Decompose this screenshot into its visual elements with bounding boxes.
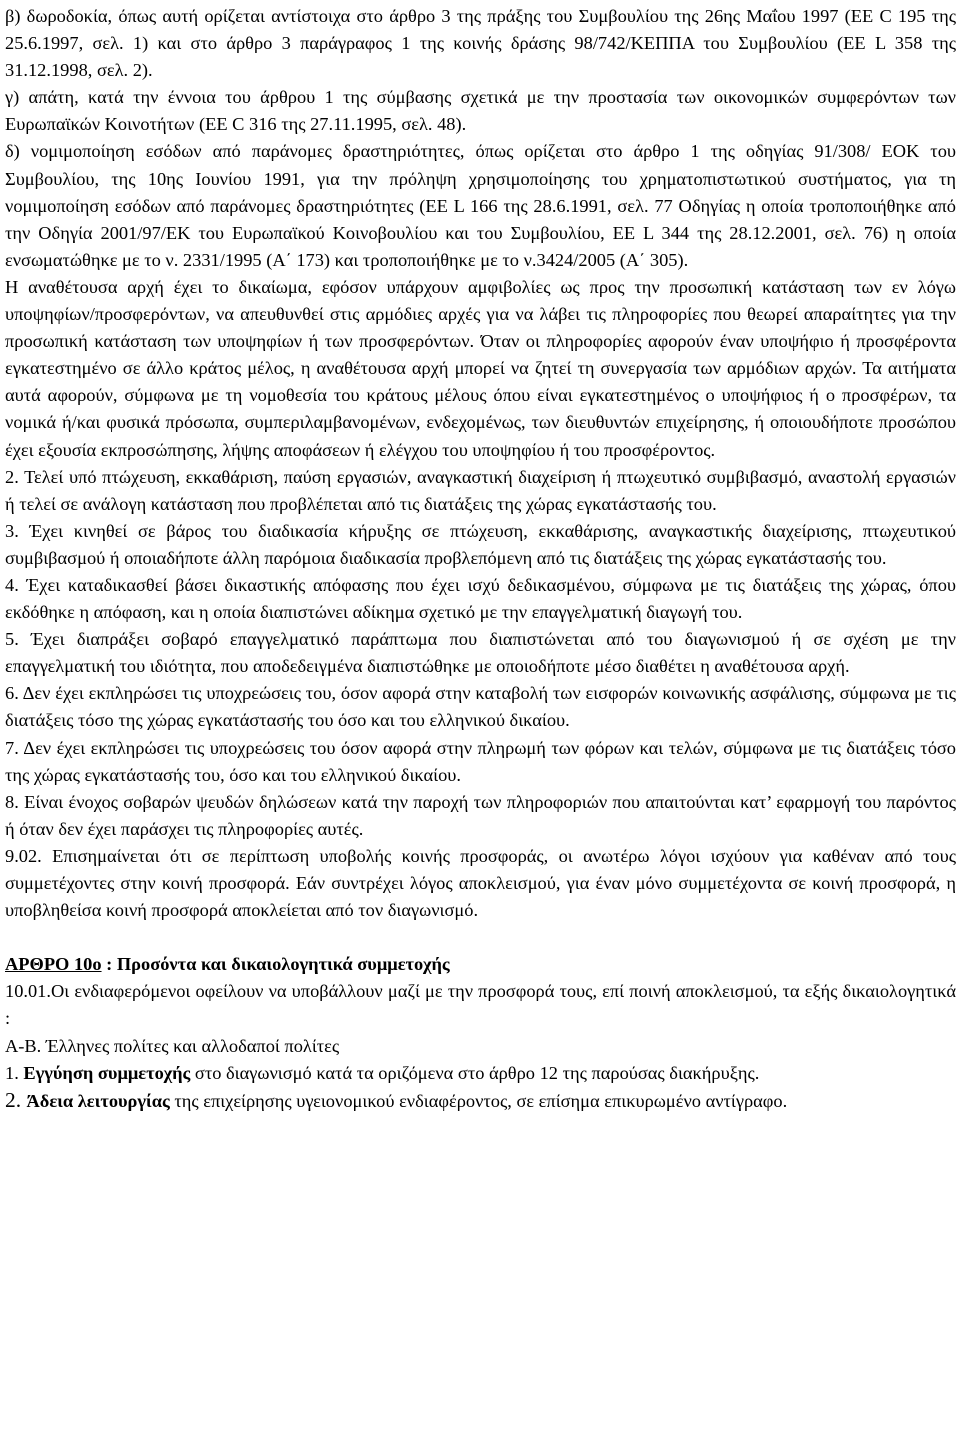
list-item-license (5, 1087, 956, 1115)
paragraph-contracting-authority: Η αναθέτουσα αρχή έχει το δικαίωμα, εφόσον υπάρχουν αμφιβολίες ως προς την προσωπική κατάσταση των εν λόγω υποψηφίων/προσφερόντων, να απευθυνθεί στις αρμόδιες αρχές για να λάβει τις πληροφορίες που θεωρεί απαραίτητες για την προσωπική κατάσταση των υποψηφίων ή των προσφερόντων. Όταν οι πληροφορίες αφορούν έναν υποψήφιο ή προσφέροντα εγκατεστημένο σε άλλο κράτος μέλος, η αναθέτουσα αρχή μπορεί να ζητεί τη συνεργασία των αρμόδιων αρχών. Τα αιτήματα αυτά αφορούν, σύμφωνα με τη νομοθεσία του κράτους μέλους όπου είναι εγκατεστημένος ο υποψήφιος ή ο προσφέρων, τα νομικά ή/και φυσικά πρόσωπα, συμπεριλαμβανομένων, ενδεχομένως, των διευθυντών επιχείρησης, ή οποιουδήποτε προσώπου έχει εξουσία εκπροσώπησης, λήψης αποφάσεων ή ελέγχου του υποψηφίου ή του προσφέροντος. (5, 276, 956, 460)
article-title: : Προσόντα και δικαιολογητικά συμμετοχής (101, 954, 450, 975)
list-item-bold-term: Άδεια λειτουργίας (26, 1090, 170, 1111)
paragraph-9-02: 9.02. Επισημαίνεται ότι σε περίπτωση υποβολής κοινής προσφοράς, οι ανωτέρω λόγοι ισχύουν για καθέναν από τους συμμετέχοντες στην κοινή προσφορά. Εάν συντρέχει λόγος αποκλεισμού, για έναν μόνο συμμετέχοντα σε κοινή προσφορά, η υποβληθείσα κοινή προσφορά αποκλείεται από τον διαγωνισμό. (5, 845, 956, 921)
paragraph-item-5: 5. Έχει διαπράξει σοβαρό επαγγελματικό παράπτωμα που διαπιστώνεται από του διαγωνισμού ή σε σχέση με την επαγγελματική του ιδιότητα, που αποδεδειγμένα διαπιστώθηκε με οποιοδήποτε μέσο διαθέτει η αναθέτουσα αρχή. (5, 629, 956, 677)
list-item-number: 2. (5, 1087, 27, 1112)
list-item-number: 1. (5, 1062, 24, 1083)
paragraph-item-7: 7. Δεν έχει εκπληρώσει τις υποχρεώσεις του όσον αφορά στην πληρωμή των φόρων και τελών, σύμφωνα με τις διατάξεις τόσο της χώρας εγκατάστασής του, όσο και του ελληνικού δικαίου. (5, 737, 956, 785)
list-item-bold-term: Εγγύηση συμμετοχής (23, 1062, 191, 1083)
paragraph-citizens: Α-Β. Έλληνες πολίτες και αλλοδαποί πολίτες (5, 1035, 340, 1056)
article-heading (5, 951, 956, 978)
paragraph-item-2: 2. Τελεί υπό πτώχευση, εκκαθάριση, παύση εργασιών, αναγκαστική διαχείριση ή πτωχευτικό συμβιβασμό, αναστολή εργασιών ή τελεί σε ανάλογη κατάσταση που προβλέπεται από τις διατάξεις της χώρας εγκατάστασής του. (5, 466, 956, 514)
list-item-text: στο διαγωνισμό κατά τα οριζόμενα στο άρθρο 12 της παρούσας διακήρυξης. (190, 1062, 760, 1083)
list-item-guarantee (5, 1060, 956, 1087)
article-number: ΑΡΘΡΟ 10ο (5, 954, 102, 975)
paragraph-item-8: 8. Είναι ένοχος σοβαρών ψευδών δηλώσεων κατά την παροχή των πληροφοριών που απαιτούνται κατ’ εφαρμογή του παρόντος ή όταν δεν έχει παράσχει τις πληροφορίες αυτές. (5, 791, 956, 839)
paragraph-money-laundering: δ) νομιμοποίηση εσόδων από παράνομες δραστηριότητες, όπως ορίζεται στο άρθρο 1 της οδηγίας 91/308/ ΕΟΚ του Συμβουλίου, της 10ης Ιουνίου 1991, για την πρόληψη χρησιμοποίησης του χρηματοπιστωτικού συστήματος, για τη νομιμοποίηση εσόδων από παράνομες δραστηριότητες (ΕΕ L 166 της 28.6.1991, σελ. 77 Οδηγίας η οποία τροποποιήθηκε από την Οδηγία 2001/97/ΕΚ του Ευρωπαϊκού Κοινοβουλίου και του Συμβουλίου, ΕΕ L 344 της 28.12.2001, σελ. 76) η οποία ενσωματώθηκε με το ν. 2331/1995 (Α΄ 173) και τροποποιήθηκε με το ν.3424/2005 (Α΄ 305). (5, 141, 956, 270)
paragraph-fraud: γ) απάτη, κατά την έννοια του άρθρου 1 της σύμβασης σχετικά με την προστασία των οικονομικών συμφερόντων των Ευρωπαϊκών Κοινοτήτων (ΕΕ C 316 της 27.11.1995, σελ. 48). (5, 87, 956, 135)
list-item-text: της επιχείρησης υγειονομικού ενδιαφέροντος, σε επίσημα επικυρωμένο αντίγραφο. (169, 1090, 788, 1111)
paragraph-item-4: 4. Έχει καταδικασθεί βάσει δικαστικής απόφασης που έχει ισχύ δεδικασμένου, σύμφωνα με τις διατάξεις της χώρας, όπου εκδόθηκε η απόφαση, και η οποία διαπιστώνει αδίκημα σχετικό με την επαγγελματική διαγωγή του. (5, 574, 956, 623)
paragraph-item-3: 3. Έχει κινηθεί σε βάρος του διαδικασία κήρυξης σε πτώχευση, εκκαθάρισης, αναγκαστικής διαχείρισης, πτωχευτικού συμβιβασμού ή οποιαδήποτε άλλη παρόμοια διαδικασία προβλεπόμενη από τις διατάξεις της χώρας εγκατάστασής του. (5, 520, 956, 568)
blank-line (5, 924, 956, 951)
paragraph-bribery: β) δωροδοκία, όπως αυτή ορίζεται αντίστοιχα στο άρθρο 3 της πράξης του Συμβουλίου της 26ης Μαΐου 1997 (ΕΕ C 195 της 25.6.1997, σελ. 1) και στο άρθρο 3 παράγραφος 1 της κοινής δράσης 98/742/ΚΕΠΠΑ του Συμβουλίου (ΕΕ L 358 της 31.12.1998, σελ. 2). (5, 6, 956, 81)
paragraph-item-6: 6. Δεν έχει εκπληρώσει τις υποχρεώσεις του, όσον αφορά στην καταβολή των εισφορών κοινωνικής ασφάλισης, σύμφωνα με τις διατάξεις τόσο της χώρας εγκατάστασής του όσο και του ελληνικού δικαίου. (5, 683, 956, 731)
paragraph-10-01: 10.01.Οι ενδιαφερόμενοι οφείλουν να υποβάλλουν μαζί με την προσφορά τους, επί ποινή αποκλεισμού, τα εξής δικαιολογητικά : (5, 981, 956, 1029)
